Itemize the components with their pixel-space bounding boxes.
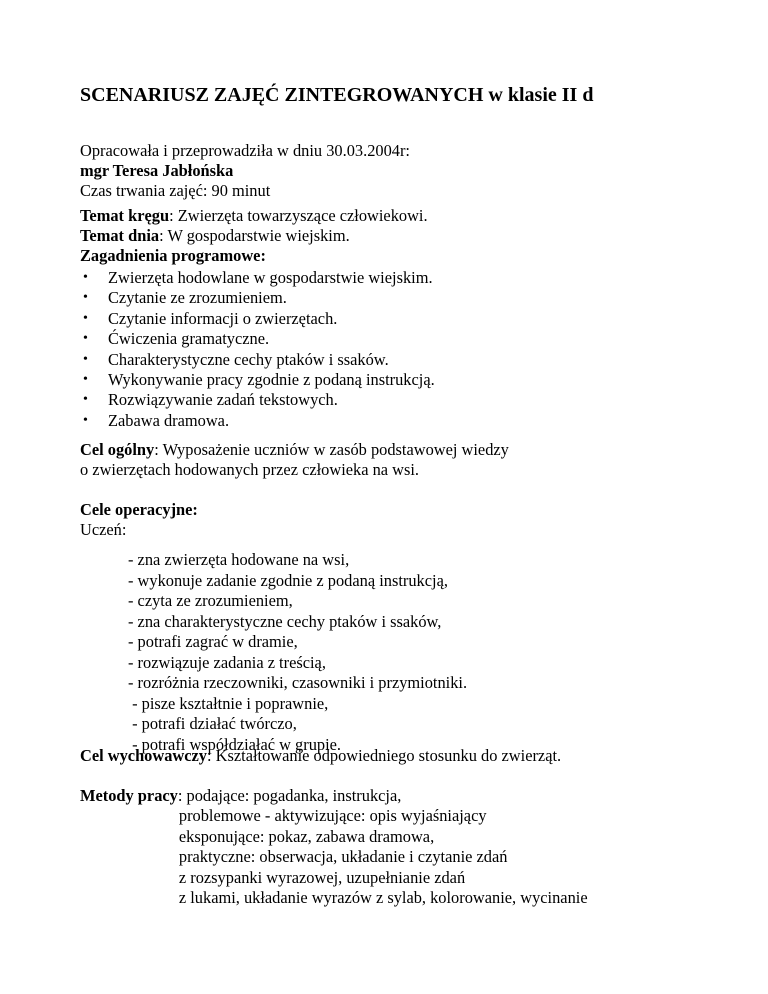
bullet-icon: • <box>83 331 88 347</box>
bullet-icon: • <box>83 392 88 408</box>
methods-list <box>178 786 588 908</box>
topic-circle-label: Temat kręgu <box>80 206 170 225</box>
duration-line: Czas trwania zajęć: 90 minut <box>80 181 271 200</box>
bullet-icon: • <box>83 290 88 306</box>
bullet-icon: • <box>83 310 88 326</box>
list-item: • Charakterystyczne cechy ptaków i ssaków. <box>83 349 389 369</box>
list-item: - pisze kształtnie i poprawnie, <box>128 693 329 713</box>
bullet-icon: • <box>83 351 88 367</box>
general-goal-continuation: o zwierzętach hodowanych przez człowieka na wsi. <box>80 460 420 479</box>
list-item: • Czytanie ze zrozumieniem. <box>83 288 287 308</box>
list-item: - potrafi działać twórczo, <box>128 714 297 733</box>
bullet-icon: • <box>83 412 88 428</box>
list-item: - czyta ze zrozumieniem, <box>128 591 293 610</box>
list-item: - zna charakterystyczne cechy ptaków i ssaków, <box>128 611 442 631</box>
list-item: • Ćwiczenia gramatyczne. <box>83 329 270 349</box>
general-goal-value: : Wyposażenie uczniów w zasób podstawowej wiedzy <box>154 440 509 459</box>
list-item: • Zabawa dramowa. <box>83 410 230 430</box>
educational-goal-label: Cel wychowawczy <box>80 746 207 765</box>
list-item: • Czytanie informacji o zwierzętach. <box>83 308 338 328</box>
list-item: - rozróżnia rzeczowniki, czasowniki i przymiotniki. <box>128 673 468 692</box>
document-title: SCENARIUSZ ZAJĘĆ ZINTEGROWANYCH w klasie II d <box>80 84 594 106</box>
program-issues-list <box>80 268 435 431</box>
methods-label: Metody pracy <box>80 786 178 805</box>
operational-goals-subject: Uczeń: <box>80 520 127 539</box>
educational-goal-line <box>80 746 561 766</box>
bullet-icon: • <box>83 270 88 285</box>
general-goal-line <box>80 440 509 460</box>
list-item: : podające: pogadanka, instrukcja, <box>177 786 402 805</box>
topic-day-value: : W gospodarstwie wiejskim. <box>159 226 350 245</box>
list-item: - potrafi zagrać w dramie, <box>128 632 298 651</box>
list-item: problemowe - aktywizujące: opis wyjaśniający <box>178 806 487 826</box>
topic-day-label: Temat dnia <box>80 226 160 245</box>
list-item: praktyczne: obserwacja, układanie i czytanie zdań <box>178 847 508 867</box>
list-item: • Zwierzęta hodowlane w gospodarstwie wiejskim. <box>83 268 433 287</box>
list-item: - rozwiązuje zadania z treścią, <box>128 652 326 672</box>
topic-circle-line <box>80 206 428 226</box>
list-item: eksponujące: pokaz, zabawa dramowa, <box>178 826 435 846</box>
program-issues-heading: Zagadnienia programowe: <box>80 246 266 265</box>
list-item: z rozsypanki wyrazowej, uzupełnianie zdań <box>178 867 466 887</box>
educational-goal-value: : Kształtowanie odpowiedniego stosunku do zwierząt. <box>207 746 562 765</box>
list-item: - wykonuje zadanie zgodnie z podaną instrukcją, <box>128 570 448 590</box>
list-item: - zna zwierzęta hodowane na wsi, <box>128 550 350 569</box>
author-name: mgr Teresa Jabłońska <box>80 161 234 180</box>
list-item: • Wykonywanie pracy zgodnie z podaną instrukcją. <box>83 370 435 390</box>
topic-day-line <box>80 226 350 246</box>
topic-circle-value: : Zwierzęta towarzyszące człowiekowi. <box>169 206 428 225</box>
general-goal-label: Cel ogólny <box>80 440 155 459</box>
methods-label-block <box>80 786 178 806</box>
list-item: - potrafi współdziałać w grupie. <box>128 734 342 754</box>
bullet-icon: • <box>83 372 88 388</box>
prepared-by-line: Opracowała i przeprowadziła w dniu 30.03.2004r: <box>80 141 410 160</box>
operational-goals-heading: Cele operacyjne: <box>80 500 198 519</box>
list-item: • Rozwiązywanie zadań tekstowych. <box>83 390 338 410</box>
list-item: z lukami, układanie wyrazów z sylab, kolorowanie, wycinanie <box>178 888 588 908</box>
operational-goals-list <box>128 550 467 755</box>
